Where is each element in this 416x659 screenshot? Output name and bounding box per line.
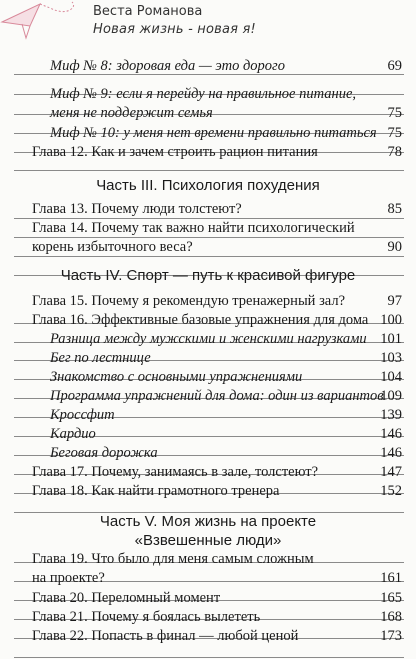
toc-chapter-21[interactable] [32, 608, 402, 627]
toc-entry-title: Глава 20. Переломный момент [32, 590, 221, 606]
part-5-title-line1: Часть V. Моя жизнь на проекте [99, 513, 317, 530]
toc-chapter-17[interactable] [32, 463, 402, 482]
toc-page-number: 97 [387, 293, 402, 309]
toc-page-number: 146 [380, 426, 402, 442]
toc-chapter-15[interactable] [32, 292, 402, 311]
part-5-title[interactable] [0, 512, 416, 550]
toc-entry-title: Глава 12. Как и зачем строить рацион питания [32, 144, 318, 160]
toc-chapter-16[interactable] [32, 311, 402, 330]
toc-entry-title: Глава 13. Почему люди толстеют? [32, 201, 242, 217]
toc-myth-9[interactable] [50, 85, 402, 123]
toc-section-treadmill[interactable] [50, 444, 402, 463]
toc-entry-title: Глава 17. Почему, занимаясь в зале, толстеют? [32, 464, 319, 480]
header-subtitle: Новая жизнь - новая я! [93, 22, 256, 37]
toc-page-number: 103 [380, 350, 402, 366]
toc-entry-title-cont: меня не поддержит семья [50, 105, 213, 121]
toc-entry-title: Программа упражнений для дома: один из вариантов [50, 388, 384, 404]
toc-entry-title: Глава 16. Эффективные базовые упражнения для дома [32, 312, 369, 328]
toc-entry-title: Миф № 10: у меня нет времени правильно питаться [50, 125, 377, 141]
part-5-title-line2: «Взвешенные люди» [134, 532, 282, 549]
toc-section-differences[interactable] [50, 330, 402, 349]
toc-page-number: 109 [380, 388, 402, 404]
header-author: Веста Романова [93, 4, 203, 19]
toc-chapter-19[interactable] [32, 550, 402, 588]
part-4-title[interactable]: Часть IV. Спорт — путь к красивой фигуре [60, 267, 356, 284]
toc-page-number: 152 [380, 483, 402, 499]
toc-entry-title: Миф № 8: здоровая еда — это дорого [50, 58, 285, 74]
toc-entry-title: Глава 19. Что было для меня самым сложным [32, 551, 314, 567]
toc-page-number: 173 [380, 628, 402, 644]
toc-entry-title: Глава 22. Попасть в финал — любой ценой [32, 628, 299, 644]
toc-entry-title: Кроссфит [50, 407, 115, 423]
toc-page-number: 139 [380, 407, 402, 423]
toc-entry-title: Разница между мужскими и женскими нагрузками [50, 331, 367, 347]
toc-page-number: 100 [380, 312, 402, 328]
toc-entry-title: Глава 15. Почему я рекомендую тренажерный зал? [32, 293, 346, 309]
toc-page-number: 78 [387, 144, 402, 160]
toc-chapter-14[interactable] [32, 219, 402, 257]
toc-section-home-program[interactable] [50, 387, 402, 406]
toc-page-number: 75 [387, 125, 402, 141]
toc-entry-title: Миф № 9: если я перейду на правильное питание, [50, 86, 357, 102]
toc-chapter-22[interactable] [32, 627, 402, 646]
toc-section-cardio[interactable] [50, 425, 402, 444]
toc-page-number: 147 [380, 464, 402, 480]
toc-page-number: 75 [387, 105, 402, 121]
toc-entry-title: Глава 18. Как найти грамотного тренера [32, 483, 280, 499]
paper-plane-icon [0, 0, 80, 50]
toc-chapter-12[interactable] [32, 143, 402, 162]
toc-page-number: 161 [380, 570, 402, 586]
toc-page-number: 90 [387, 239, 402, 255]
toc-chapter-18[interactable] [32, 482, 402, 501]
part-3-title[interactable]: Часть III. Психология похудения [96, 177, 320, 194]
toc-entry-title: Знакомство с основными упражнениями [50, 369, 303, 385]
toc-entry-title: Глава 14. Почему так важно найти психологический [32, 220, 355, 236]
toc-page-number: 69 [387, 58, 402, 74]
toc-entry-title: Бег по лестнице [50, 350, 151, 366]
toc-entry-title-cont: корень избыточного веса? [32, 239, 193, 255]
toc-myth-8[interactable] [50, 57, 402, 76]
toc-chapter-13[interactable] [32, 200, 402, 219]
toc-section-crossfit[interactable] [50, 406, 402, 425]
toc-page-number: 146 [380, 445, 402, 461]
toc-page-number: 165 [380, 590, 402, 606]
toc-entry-title: Глава 21. Почему я боялась вылететь [32, 609, 261, 625]
toc-page-number: 168 [380, 609, 402, 625]
toc-section-basic-exercises[interactable] [50, 368, 402, 387]
toc-entry-title: Кардио [50, 426, 96, 442]
toc-page-number: 101 [380, 331, 402, 347]
toc-myth-10[interactable] [50, 124, 402, 143]
toc-section-stairs[interactable] [50, 349, 402, 368]
toc-page-number: 85 [387, 201, 402, 217]
toc-page-number: 104 [380, 369, 402, 385]
toc-chapter-20[interactable] [32, 589, 402, 608]
toc-entry-title: Беговая дорожка [50, 445, 158, 461]
toc-entry-title-cont: на проекте? [32, 570, 105, 586]
